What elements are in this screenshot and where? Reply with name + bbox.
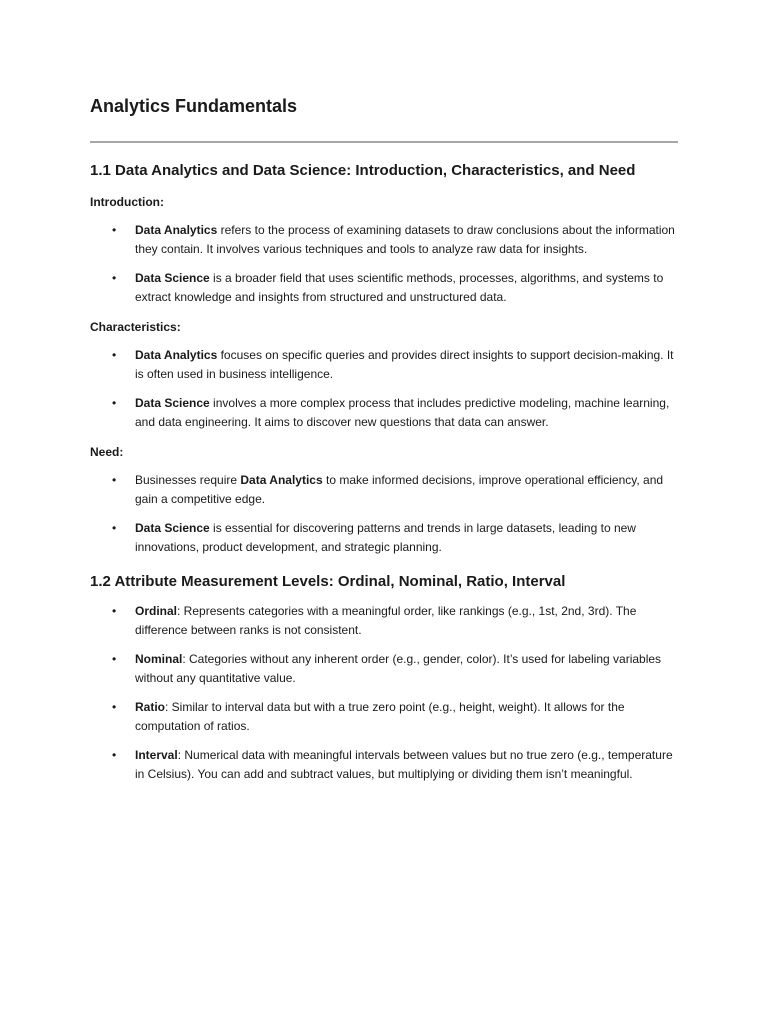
bullet-icon: •: [112, 223, 117, 237]
item-text: : Similar to interval data but with a true zero point (e.g., height, weight). It allows for the computation of ratios.: [135, 700, 625, 733]
item-prefix: Businesses require: [135, 473, 241, 487]
item-term: Ordinal: [135, 604, 178, 618]
need-list: [90, 471, 678, 557]
list-item: [90, 698, 678, 736]
title-divider: [90, 141, 678, 143]
list-item: [90, 519, 678, 557]
bullet-icon: •: [112, 348, 117, 362]
section-heading-1-1: 1.1 Data Analytics and Data Science: Introduction, Characteristics, and Need: [90, 162, 636, 179]
item-text: : Categories without any inherent order (e.g., gender, color). It’s used for labeling variables without any quantitative value.: [135, 652, 662, 685]
item-term: Nominal: [135, 652, 183, 666]
item-term: Data Analytics: [240, 473, 323, 487]
list-item: [90, 471, 678, 509]
item-term: Data Science: [135, 521, 210, 535]
bullet-icon: •: [112, 473, 117, 487]
bullet-icon: •: [112, 700, 117, 714]
item-text: : Numerical data with meaningful intervals between values but no true zero (e.g., temperature in Celsius). You can add and subtract values, but multiplying or dividing them isn’t meaningful.: [135, 748, 673, 781]
bullet-icon: •: [112, 652, 117, 666]
item-term: Data Science: [135, 271, 210, 285]
bullet-icon: •: [112, 748, 117, 762]
section-heading-1-2: 1.2 Attribute Measurement Levels: Ordinal, Nominal, Ratio, Interval: [90, 573, 566, 590]
measurement-levels-list: [90, 602, 678, 784]
introduction-label: Introduction:: [90, 195, 164, 209]
list-item: [90, 346, 678, 384]
bullet-icon: •: [112, 521, 117, 535]
characteristics-label: Characteristics:: [90, 320, 181, 334]
item-term: Ratio: [135, 700, 165, 714]
item-text: refers to the process of examining datasets to draw conclusions about the information they contain. It involves various techniques and tools to analyze raw data for insights.: [135, 223, 675, 256]
bullet-icon: •: [112, 271, 117, 285]
list-item: [90, 269, 678, 307]
need-label: Need:: [90, 445, 124, 459]
item-term: Interval: [135, 748, 178, 762]
item-term: Data Analytics: [135, 223, 218, 237]
item-term: Data Science: [135, 396, 210, 410]
item-text: is a broader field that uses scientific methods, processes, algorithms, and systems to extract knowledge and insights from structured and unstructured data.: [135, 271, 664, 304]
list-item: [90, 602, 678, 640]
bullet-icon: •: [112, 604, 117, 618]
list-item: [90, 746, 678, 784]
item-text: focuses on specific queries and provides direct insights to support decision-making. It is often used in business intelligence.: [135, 348, 674, 381]
item-text: is essential for discovering patterns and trends in large datasets, leading to new innovations, product development, and strategic planning.: [135, 521, 636, 554]
list-item: [90, 394, 678, 432]
list-item: [90, 221, 678, 259]
list-item: [90, 650, 678, 688]
item-text: involves a more complex process that includes predictive modeling, machine learning, and data engineering. It aims to discover new questions that data can answer.: [135, 396, 670, 429]
item-text: to make informed decisions, improve operational efficiency, and gain a competitive edge.: [135, 473, 664, 506]
bullet-icon: •: [112, 396, 117, 410]
document-title: Analytics Fundamentals: [90, 96, 298, 116]
characteristics-list: [90, 346, 678, 432]
item-text: : Represents categories with a meaningful order, like rankings (e.g., 1st, 2nd, 3rd). The difference between ranks is not consistent.: [135, 604, 637, 637]
item-term: Data Analytics: [135, 348, 218, 362]
introduction-list: [90, 221, 678, 307]
